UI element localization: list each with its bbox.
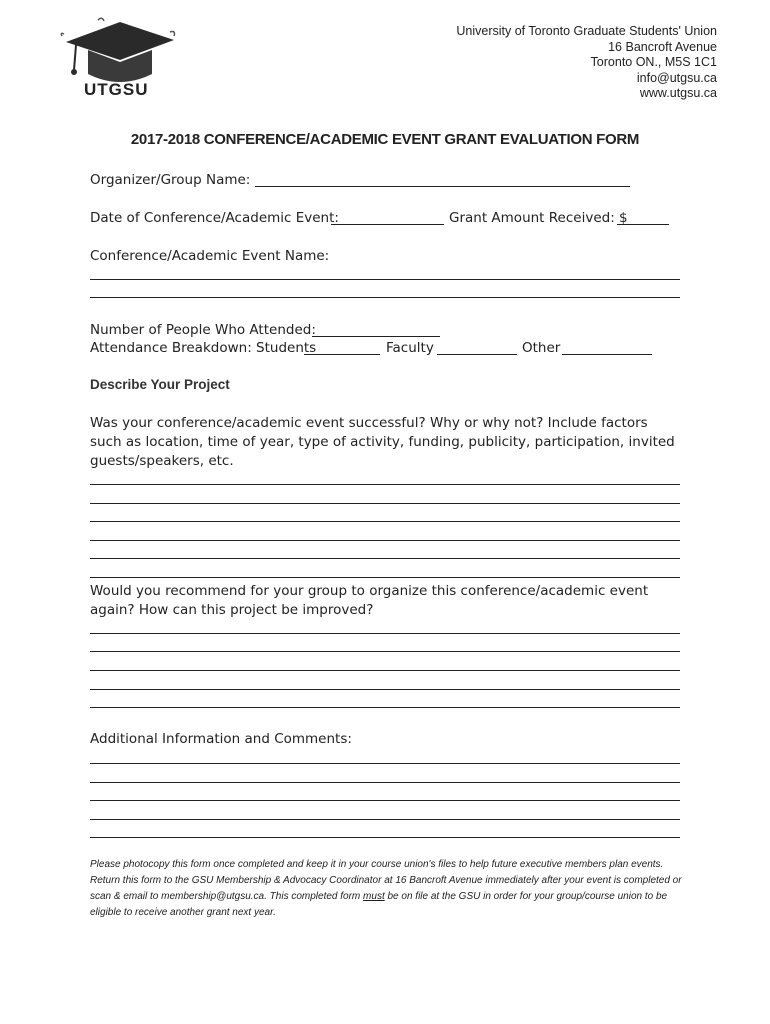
grant-amount-field[interactable] <box>617 224 669 225</box>
organizer-field[interactable] <box>255 186 630 187</box>
answer-line[interactable] <box>90 558 680 559</box>
answer-line[interactable] <box>90 689 680 690</box>
address-line: 16 Bancroft Avenue <box>608 39 717 54</box>
organizer-label: Organizer/Group Name: <box>90 172 251 188</box>
note-text: Please photocopy this form once completed and keep it in your course union's files to help future executive members plan events. Return this form to the GSU Membership & Advocacy Coordinator at 16 Bancroft Avenue immediately after your event is completed or scan & email to membership@utgsu.ca. This completed form <box>90 859 682 902</box>
answer-line[interactable] <box>90 670 680 671</box>
address-website: www.utgsu.ca <box>639 86 717 100</box>
faculty-field[interactable] <box>437 354 517 355</box>
other-label: Other <box>522 340 561 356</box>
answer-line[interactable] <box>90 707 680 708</box>
answer-line[interactable] <box>90 577 680 578</box>
answer-line[interactable] <box>90 540 680 541</box>
attended-label: Number of People Who Attended: <box>90 322 316 338</box>
answer-line[interactable] <box>90 521 680 522</box>
describe-project-heading: Describe Your Project <box>90 377 230 392</box>
grant-amount-label: Grant Amount Received: $ <box>449 210 628 226</box>
event-name-field[interactable] <box>90 279 680 280</box>
address-line: University of Toronto Graduate Students' Union <box>456 24 717 38</box>
answer-line[interactable] <box>90 633 680 634</box>
answer-line[interactable] <box>90 484 680 485</box>
address-line: Toronto ON., M5S 1C1 <box>590 55 717 69</box>
event-date-label: Date of Conference/Academic Event: <box>90 210 339 226</box>
event-name-field[interactable] <box>90 297 680 298</box>
answer-line[interactable] <box>90 503 680 504</box>
address-email: info@utgsu.ca <box>636 70 717 85</box>
answer-line[interactable] <box>90 800 680 801</box>
question-recommend: Would you recommend for your group to organize this conference/academic event again? How can this project be improved? <box>90 583 649 618</box>
other-field[interactable] <box>562 354 652 355</box>
event-name-label: Conference/Academic Event Name: <box>90 248 330 264</box>
attended-field[interactable] <box>312 336 440 337</box>
answer-line[interactable] <box>90 763 680 764</box>
answer-line[interactable] <box>90 651 680 652</box>
logo-wordmark: UTGSU <box>84 80 149 99</box>
event-date-field[interactable] <box>331 224 444 225</box>
note-emphasis: must <box>363 891 385 902</box>
footer-instructions <box>90 857 690 921</box>
answer-line[interactable] <box>90 782 680 783</box>
form-title: 2017-2018 CONFERENCE/ACADEMIC EVENT GRANT EVALUATION FORM <box>130 131 640 148</box>
answer-line[interactable] <box>90 819 680 820</box>
union-address <box>456 24 717 102</box>
answer-line[interactable] <box>90 837 680 838</box>
question-success: Was your conference/academic event successful? Why or why not? Include factors such as location, time of year, type of activity, funding, publicity, participation, invited guests/speakers, etc. <box>90 415 675 469</box>
breakdown-students-label: Attendance Breakdown: Students <box>90 340 317 356</box>
note-text: be on file at the GSU in order for your group/course union to be eligible to receive another grant next year. <box>90 891 668 918</box>
additional-comments-label: Additional Information and Comments: <box>90 731 352 747</box>
faculty-label: Faculty <box>386 340 434 356</box>
students-field[interactable] <box>304 354 380 355</box>
